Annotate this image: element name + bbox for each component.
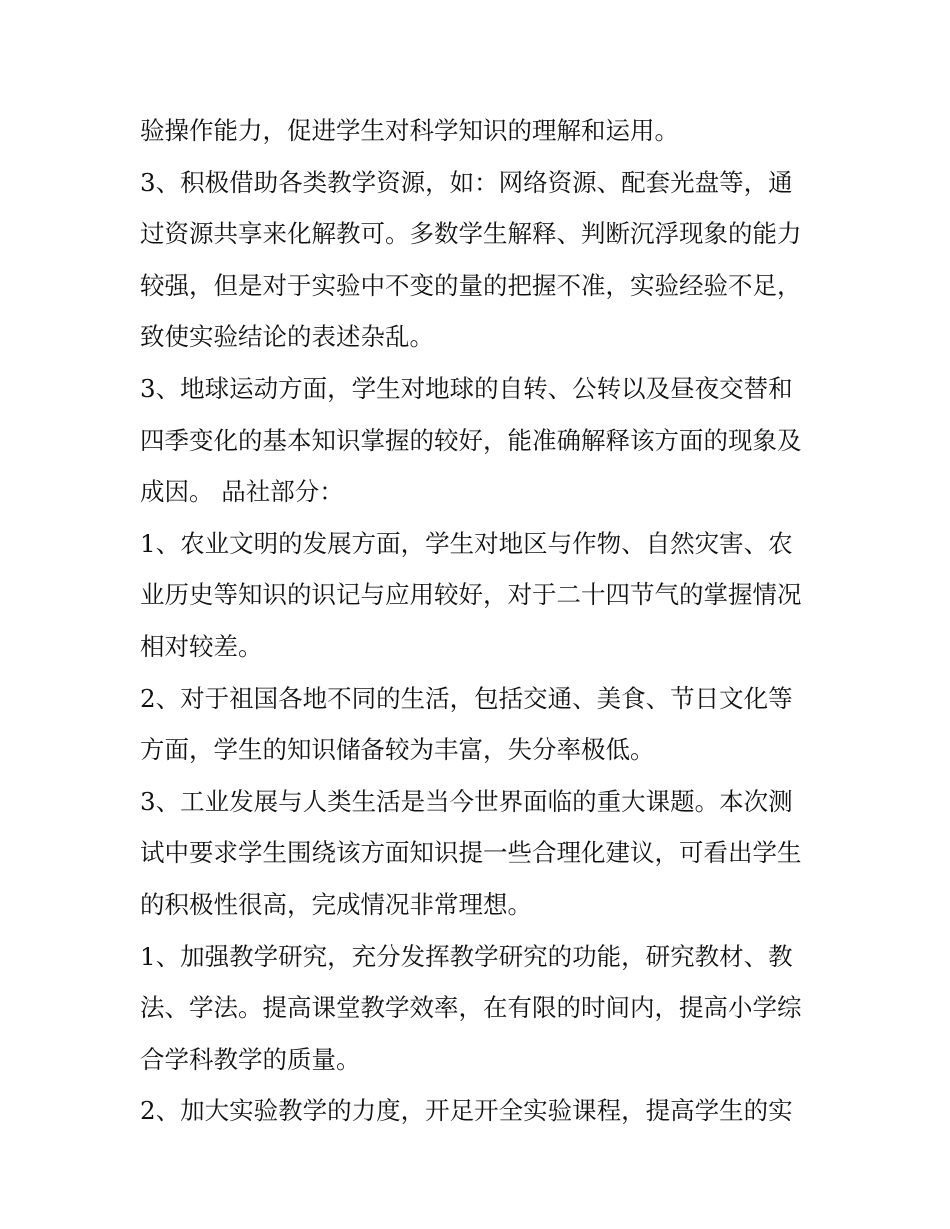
text-line: 2、加大实验教学的力度，开足开全实验课程，提高学生的实 <box>140 1096 793 1126</box>
text-line: 相对较差。 <box>140 631 263 661</box>
text-line: 较强，但是对于实验中不变的量的把握不准，实验经验不足， <box>140 270 802 300</box>
text-line: 试中要求学生围绕该方面知识提一些合理化建议，可看出学生 <box>140 838 802 868</box>
text-line: 过资源共享来化解教可。多数学生解释、判断沉浮现象的能力 <box>140 219 802 249</box>
text-line: 法、学法。提高课堂教学效率，在有限的时间内，提高小学综 <box>140 993 802 1023</box>
text-line: 致使实验结论的表述杂乱。 <box>140 322 434 352</box>
text-line: 1、农业文明的发展方面，学生对地区与作物、自然灾害、农 <box>140 528 793 558</box>
text-line: 3、地球运动方面，学生对地球的自转、公转以及昼夜交替和 <box>140 373 793 403</box>
text-line: 的积极性很高，完成情况非常理想。 <box>140 889 532 919</box>
text-line: 3、积极借助各类教学资源，如：网络资源、配套光盘等，通 <box>140 167 793 197</box>
text-line: 四季变化的基本知识掌握的较好，能准确解释该方面的现象及 <box>140 425 802 455</box>
text-line: 合学科教学的质量。 <box>140 1044 361 1074</box>
text-line: 1、加强教学研究，充分发挥教学研究的功能，研究教材、教 <box>140 941 793 971</box>
text-line: 2、对于祖国各地不同的生活，包括交通、美食、节日文化等 <box>140 683 793 713</box>
text-line: 3、工业发展与人类生活是当今世界面临的重大课题。本次测 <box>140 786 793 816</box>
text-line: 业历史等知识的识记与应用较好，对于二十四节气的掌握情况 <box>140 580 802 610</box>
text-line: 方面，学生的知识储备较为丰富，失分率极低。 <box>140 735 655 765</box>
text-line: 成因。 品社部分： <box>140 477 344 507</box>
document-body-text <box>140 105 820 1137</box>
text-line: 验操作能力，促进学生对科学知识的理解和运用。 <box>140 116 679 145</box>
